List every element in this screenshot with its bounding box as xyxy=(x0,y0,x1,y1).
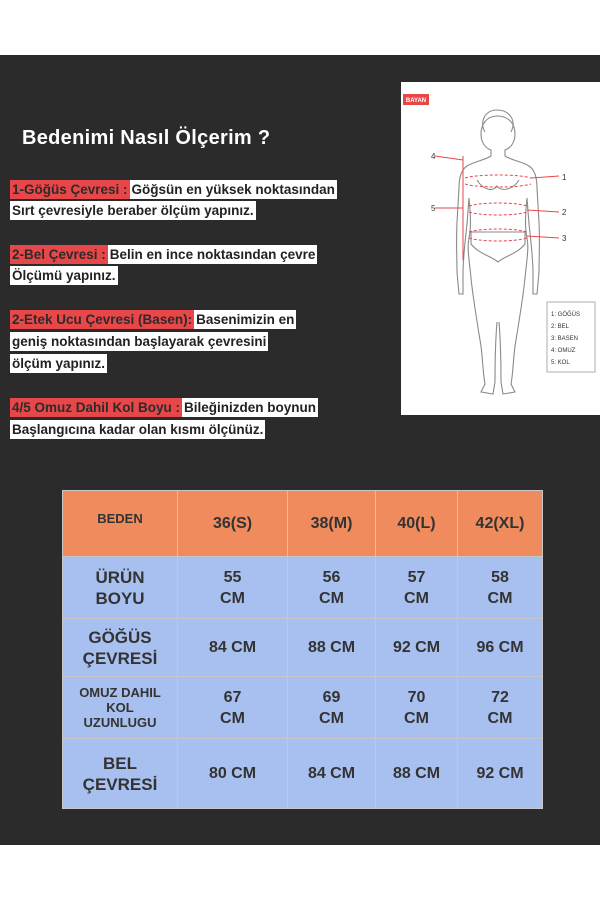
instruction-3-line-3 xyxy=(10,354,107,373)
table-row xyxy=(63,739,543,809)
table-row-label: BEL ÇEVRESİ xyxy=(63,739,178,809)
instruction-1-label: 1-Göğüs Çevresi : xyxy=(12,182,128,197)
table-row-label: GÖĞÜS ÇEVRESİ xyxy=(63,619,178,677)
body-outline xyxy=(457,110,540,394)
instruction-3-line-1 xyxy=(10,310,296,329)
table-header-row xyxy=(63,491,543,557)
table-header-size: 38(M) xyxy=(288,491,376,557)
measurement-lines xyxy=(435,156,559,260)
instruction-3-text-2: geniş noktasından başlayarak çevresini xyxy=(12,334,267,349)
figure-legend-item-4: 4: OMUZ xyxy=(551,348,576,354)
table-cell: 80 CM xyxy=(178,739,288,809)
table-cell: 57 CM xyxy=(376,557,458,619)
figure-number-4: 4 xyxy=(431,152,436,161)
table-cell: 72 CM xyxy=(458,677,543,739)
figure-number-2: 2 xyxy=(562,208,567,217)
table-cell: 92 CM xyxy=(458,739,543,809)
instruction-2-label: 2-Bel Çevresi : xyxy=(12,247,106,262)
page-title: Bedenimi Nasıl Ölçerim ? xyxy=(22,127,271,149)
body-figure xyxy=(401,82,600,415)
table-header-size: 36(S) xyxy=(178,491,288,557)
table-header-label: BEDEN xyxy=(63,491,178,557)
table-cell: 92 CM xyxy=(376,619,458,677)
table-row-label: ÜRÜN BOYU xyxy=(63,557,178,619)
instruction-3-line-2 xyxy=(10,332,268,351)
instruction-3-label: 2-Etek Ucu Çevresi (Basen): xyxy=(12,312,193,327)
table-cell: 84 CM xyxy=(178,619,288,677)
instruction-4-line-1 xyxy=(10,398,318,417)
instruction-2-line-1 xyxy=(10,245,317,264)
instruction-2-text-2: Ölçümü yapınız. xyxy=(12,268,116,283)
instruction-4-text: Bileğinizden boynun xyxy=(184,400,317,415)
table-cell: 55 CM xyxy=(178,557,288,619)
table-cell: 58 CM xyxy=(458,557,543,619)
body-outline-illustration xyxy=(401,82,600,415)
figure-legend-item-2: 2: BEL xyxy=(551,324,570,330)
instruction-3-text-3: ölçüm yapınız. xyxy=(12,356,106,371)
table-header-size: 40(L) xyxy=(376,491,458,557)
table-row xyxy=(63,619,543,677)
instruction-4-line-2 xyxy=(10,420,265,439)
instruction-2-line-2 xyxy=(10,266,118,285)
figure-number-1: 1 xyxy=(562,173,567,182)
table-header-size: 42(XL) xyxy=(458,491,543,557)
table-cell: 84 CM xyxy=(288,739,376,809)
table-cell: 67 CM xyxy=(178,677,288,739)
table-cell: 56 CM xyxy=(288,557,376,619)
figure-legend-item-1: 1: GÖĞÜS xyxy=(551,312,581,318)
figure-legend-item-5: 5: KOL xyxy=(551,360,570,366)
figure-tag: BAYAN xyxy=(405,98,427,104)
figure-number-5: 5 xyxy=(431,204,436,213)
figure-number-3: 3 xyxy=(562,234,567,243)
table-cell: 69 CM xyxy=(288,677,376,739)
instruction-1-line-1 xyxy=(10,180,337,199)
table-cell: 88 CM xyxy=(288,619,376,677)
instruction-4-text-2: Başlangıcına kadar olan kısmı ölçünüz. xyxy=(12,422,264,437)
table-row xyxy=(63,557,543,619)
table-row-label: OMUZ DAHIL KOL UZUNLUGU xyxy=(63,677,178,739)
size-table xyxy=(62,490,543,809)
table-cell: 96 CM xyxy=(458,619,543,677)
instruction-1-text: Göğsün en yüksek noktasından xyxy=(131,182,335,197)
instruction-3-text: Basenimizin en xyxy=(196,312,295,327)
instruction-1-text-2: Sırt çevresiyle beraber ölçüm yapınız. xyxy=(12,203,254,218)
table-cell: 88 CM xyxy=(376,739,458,809)
figure-legend-item-3: 3: BASEN xyxy=(551,336,579,342)
table-cell: 70 CM xyxy=(376,677,458,739)
instruction-2-text: Belin en ince noktasından çevre xyxy=(109,247,316,262)
instruction-1-line-2 xyxy=(10,201,256,220)
table-row xyxy=(63,677,543,739)
instruction-4-label: 4/5 Omuz Dahil Kol Boyu : xyxy=(12,400,181,415)
